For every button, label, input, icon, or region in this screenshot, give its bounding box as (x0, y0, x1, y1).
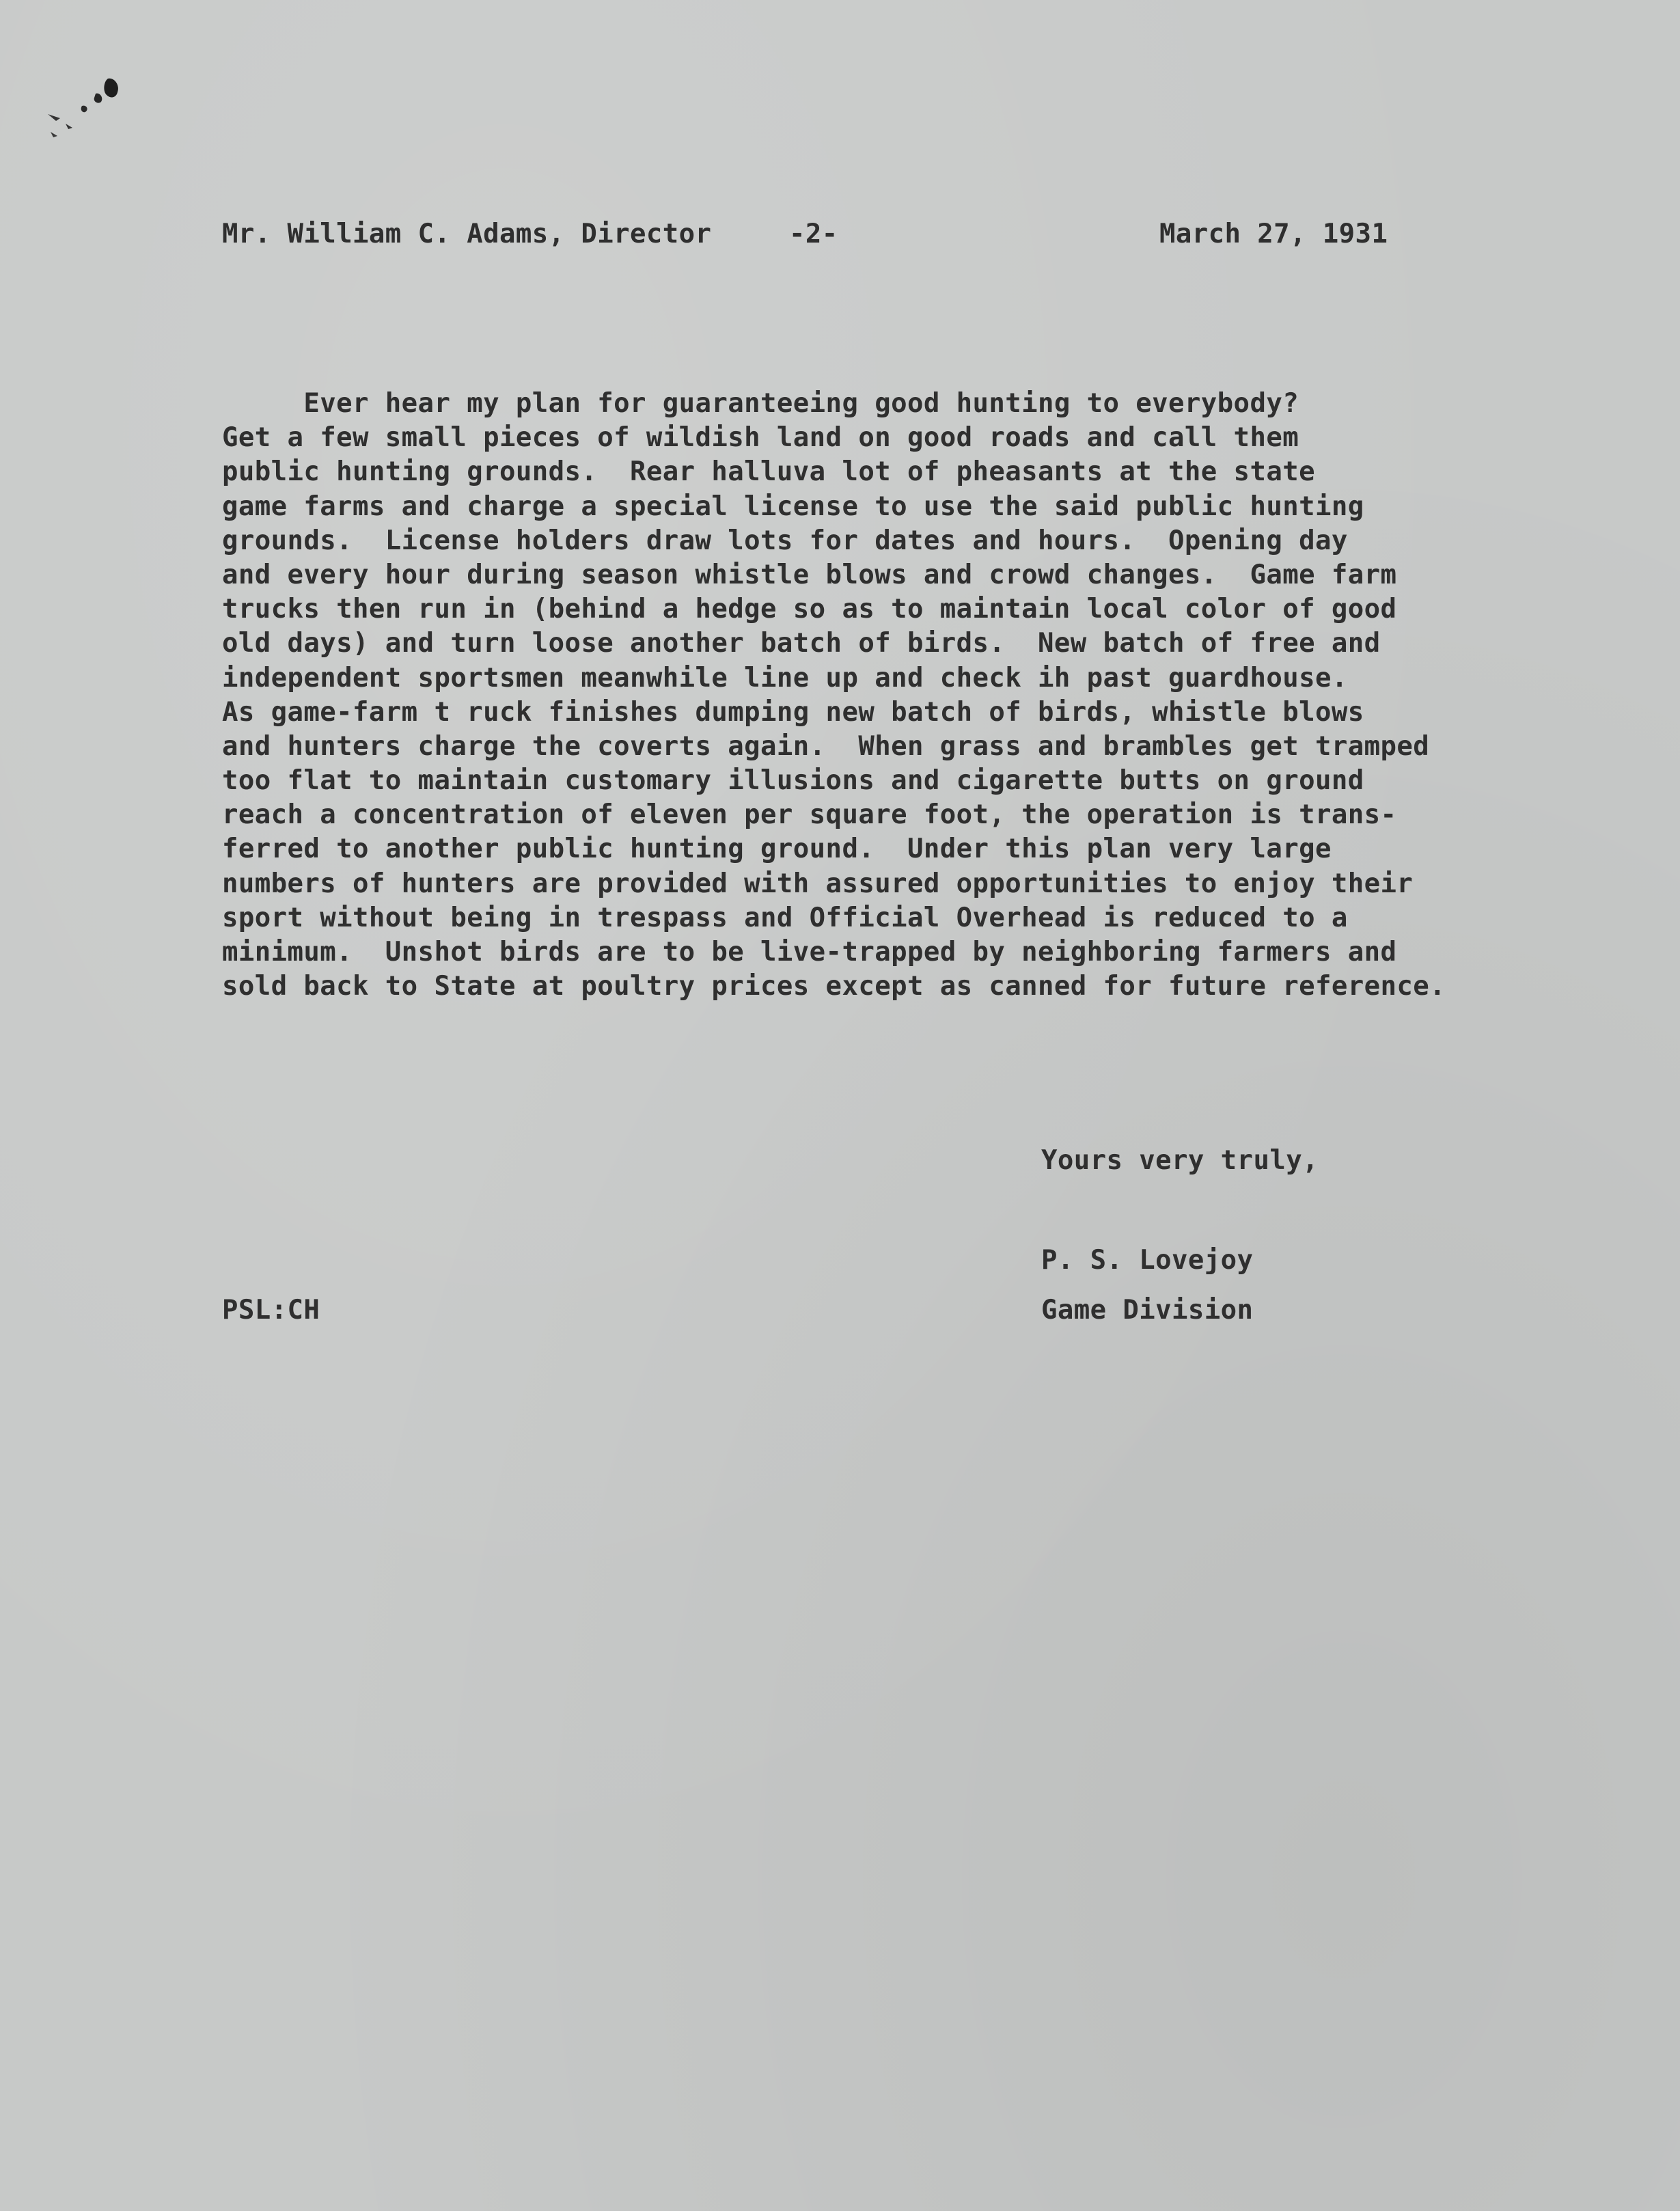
body-line: public hunting grounds. Rear halluva lot of pheasants at the state (222, 456, 1315, 488)
signer-name: P. S. Lovejoy (1041, 1245, 1254, 1276)
body-line: independent sportsmen meanwhile line up and check ih past guardhouse. (222, 662, 1348, 693)
body-line: and hunters charge the coverts again. When grass and brambles get tramped (222, 730, 1430, 762)
closing-salutation: Yours very truly, (1041, 1145, 1319, 1176)
letter-body (222, 387, 1446, 1004)
body-line: reach a concentration of eleven per square foot, the operation is trans- (222, 799, 1397, 831)
body-line: old days) and turn loose another batch of birds. New batch of free and (222, 628, 1381, 659)
body-line: grounds. License holders draw lots for dates and hours. Opening day (222, 525, 1348, 556)
header-date: March 27, 1931 (1159, 219, 1388, 249)
header-page-number: -2- (789, 219, 838, 249)
body-line: As game-farm t ruck finishes dumping new batch of birds, whistle blows (222, 696, 1364, 728)
body-line: trucks then run in (behind a hedge so as to maintain local color of good (222, 594, 1397, 625)
body-line: Ever hear my plan for guaranteeing good hunting to everybody? (222, 388, 1299, 419)
body-line: and every hour during season whistle blows and crowd changes. Game farm (222, 559, 1397, 590)
ink-smudge-mark (20, 65, 130, 154)
body-line: numbers of hunters are provided with assured opportunities to enjoy their (222, 868, 1414, 899)
signer-division: Game Division (1041, 1295, 1254, 1326)
body-line: too flat to maintain customary illusions and cigarette butts on ground (222, 765, 1364, 797)
header-addressee: Mr. William C. Adams, Director (222, 219, 712, 249)
body-line: sold back to State at poultry prices except as canned for future reference. (222, 971, 1446, 1002)
body-line: game farms and charge a special license to use the said public hunting (222, 491, 1364, 522)
body-line: Get a few small pieces of wildish land on good roads and call them (222, 422, 1299, 454)
typist-initials: PSL:CH (222, 1295, 320, 1326)
body-line: minimum. Unshot birds are to be live-trapped by neighboring farmers and (222, 937, 1397, 967)
body-line: ferred to another public hunting ground. Under this plan very large (222, 834, 1332, 865)
body-line: sport without being in trespass and Official Overhead is reduced to a (222, 902, 1348, 933)
